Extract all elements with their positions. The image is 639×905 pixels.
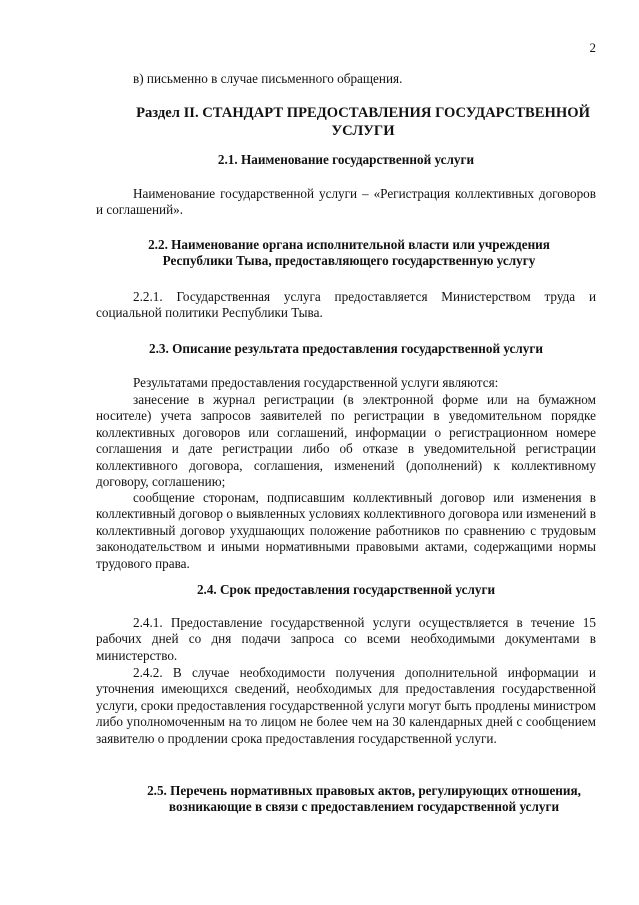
paragraph-2-3-intro: Результатами предоставления государственной услуги являются: [133,375,499,390]
heading-2-2: 2.2. Наименование органа исполнительной власти или учреждения Республики Тыва, предоставляющего государственную услугу [148,237,550,269]
paragraph-2-3-item1: занесение в журнал регистрации (в электронной форме или на бумажном носителе) учета запросов заявителей по регистрации в уведомительном порядке коллективных договоров или соглашений, информации о регистрационном номере соглашения и дате регистрации либо об отказе в уведомительной регистрации коллективного договора, соглашения, изменений (дополнений) к коллективному договору, соглашению; [96,392,596,490]
intro-line: в) письменно в случае письменного обращения. [133,71,403,86]
paragraph-2-2-1: 2.2.1. Государственная услуга предоставляется Министерством труда и социальной политики Республики Тыва. [96,289,596,321]
heading-2-5: 2.5. Перечень нормативных правовых актов, регулирующих отношения, возникающие в связи с предоставлением государственной услуги [147,783,581,815]
heading-2-4: 2.4. Срок предоставления государственной услуги [196,582,496,597]
paragraph-2-3-item2: сообщение сторонам, подписавшим коллективный договор или изменения в коллективный договор о выявленных условиях коллективного договора или изменений в коллективный договор ухудшающих положение работников по сравнению с трудовым законодательством и иными нормативными правовыми актами, содержащими нормы трудового права. [96,490,596,571]
paragraph-2-4-1: 2.4.1. Предоставление государственной услуги осуществляется в течение 15 рабочих дней со дня подачи запроса со всеми необходимыми документами в министерство. [96,615,596,663]
paragraph-2-4-2: 2.4.2. В случае необходимости получения дополнительной информации и уточнения имеющихся сведений, необходимых для предоставления государственной услуги, сроки предоставления государственной услуги могут быть продлены министром либо уполномоченным на то лицом не более чем на 30 календарных дней с сообщением заявителю о продлении срока предоставления государственной услуги. [96,665,596,746]
heading-2-3: 2.3. Описание результата предоставления государственной услуги [149,341,543,356]
page-number: 2 [589,40,596,55]
heading-2-1: 2.1. Наименование государственной услуги [217,152,475,167]
paragraph-2-1: Наименование государственной услуги – «Регистрация коллективных договоров и соглашений». [96,186,596,218]
section-title: Раздел II. СТАНДАРТ ПРЕДОСТАВЛЕНИЯ ГОСУДАРСТВЕННОЙ УСЛУГИ [136,105,590,139]
